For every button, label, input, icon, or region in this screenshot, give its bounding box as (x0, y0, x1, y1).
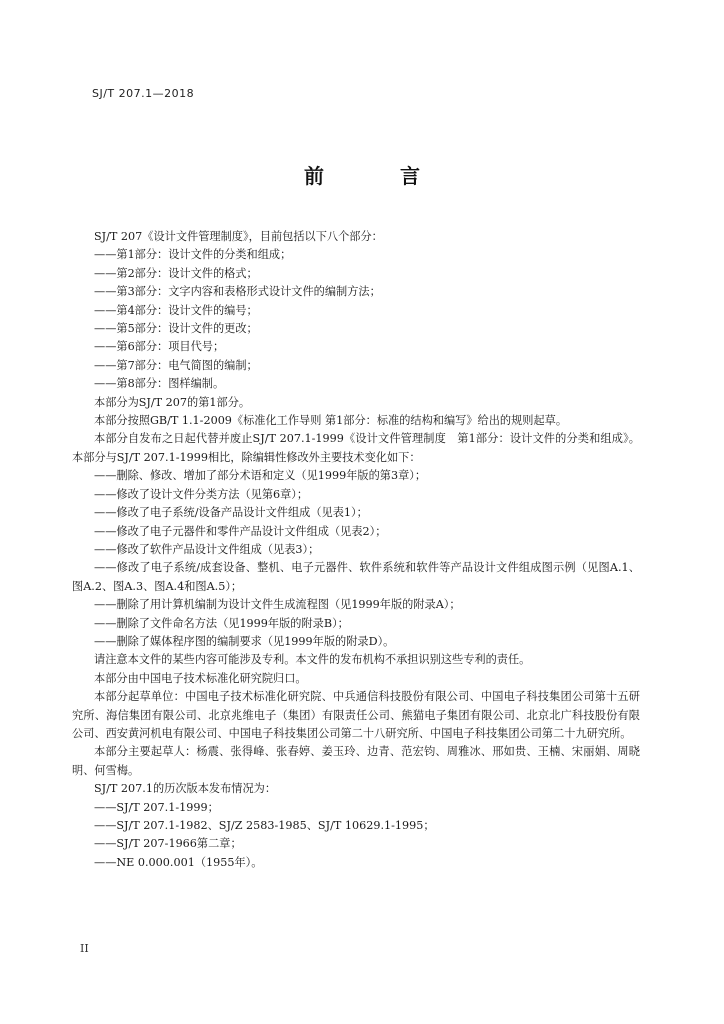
paragraph: 本部分为SJ/T 207的第1部分。 (94, 395, 251, 409)
list-item: ——第4部分：设计文件的编号； (94, 303, 258, 317)
paragraph: 本部分由中国电子技术标准化研究院归口。 (94, 671, 307, 685)
list-item: ——第3部分：文字内容和表格形式设计文件的编制方法； (94, 285, 381, 299)
list-item: ——修改了设计文件分类方法（见第6章）； (94, 487, 309, 501)
page-number: II (80, 942, 89, 955)
list-item: ——第6部分：项目代号； (94, 340, 225, 354)
list-item: ——第1部分：设计文件的分类和组成； (94, 248, 292, 262)
list-item: ——第5部分：设计文件的更改； (94, 322, 258, 336)
paragraph: 本部分按照GB/T 1.1-2009《标准化工作导则 第1部分：标准的结构和编写》给出的规则起草。 (94, 414, 568, 428)
list-item: ——删除、修改、增加了部分术语和定义（见1999年版的第3章）； (94, 469, 427, 483)
list-item: ——SJ/T 207.1-1999； (94, 800, 219, 814)
page-title: 前 言 (304, 164, 448, 188)
list-item: ——SJ/T 207.1-1982、SJ/Z 2583-1985、SJ/T 10629.1-1995； (94, 819, 435, 832)
list-item: ——第2部分：设计文件的格式； (94, 266, 258, 280)
paragraph: SJ/T 207《设计文件管理制度》，目前包括以下八个部分： (94, 230, 383, 243)
paragraph: 本部分起草单位：中国电子技术标准化研究院、中兵通信科技股份有限公司、中国电子科技集团公司第十五研究所、海信集团有限公司、北京兆维电子（集团）有限责任公司、熊猫电子集团有限公司、北京北广科技股份有限公司、西安黄河机电有限公司、中国电子科技集团公司第二十八研究所、中国电子科技集团公司第二十九研究所。 (72, 690, 640, 740)
body-text (72, 228, 640, 872)
paragraph: 请注意本文件的某些内容可能涉及专利。本文件的发布机构不承担识别这些专利的责任。 (94, 653, 531, 667)
list-item: ——修改了电子系统/设备产品设计文件组成（见表1）； (94, 506, 368, 520)
page-header-doc-code: SJ/T 207.1—2018 (92, 87, 195, 100)
list-item: ——删除了媒体程序图的编制要求（见1999年版的附录D）。 (94, 634, 395, 648)
list-item: ——第7部分：电气简图的编制； (94, 358, 258, 372)
list-item: ——修改了电子元器件和零件产品设计文件组成（见表2）； (94, 524, 387, 538)
list-item: ——删除了用计算机编制为设计文件生成流程图（见1999年版的附录A）； (94, 598, 461, 612)
paragraph: 本部分主要起草人：杨震、张得峰、张春婷、姜玉玲、边青、范宏钧、周雅冰、邢如贵、王楠、宋丽娟、周晓明、何雪梅。 (72, 745, 640, 777)
paragraph: 本部分自发布之日起代替并废止SJ/T 207.1-1999《设计文件管理制度 第1部分：设计文件的分类和组成》。本部分与SJ/T 207.1-1999相比，除编辑性修改外主要技术变化如下： (72, 432, 640, 464)
list-item: ——修改了软件产品设计文件组成（见表3）； (94, 542, 320, 556)
list-item: ——第8部分：图样编制。 (94, 377, 225, 391)
list-item: ——SJ/T 207-1966第二章； (94, 837, 242, 851)
list-item: ——NE 0.000.001（1955年）。 (94, 855, 263, 869)
paragraph: SJ/T 207.1的历次版本发布情况为： (94, 782, 277, 796)
list-item: ——删除了文件命名方法（见1999年版的附录B）； (94, 616, 349, 630)
list-item: ——修改了电子系统/成套设备、整机、电子元器件、软件系统和软件等产品设计文件组成图示例（见图A.1、图A.2、图A.3、图A.4和图A.5）； (72, 561, 640, 593)
